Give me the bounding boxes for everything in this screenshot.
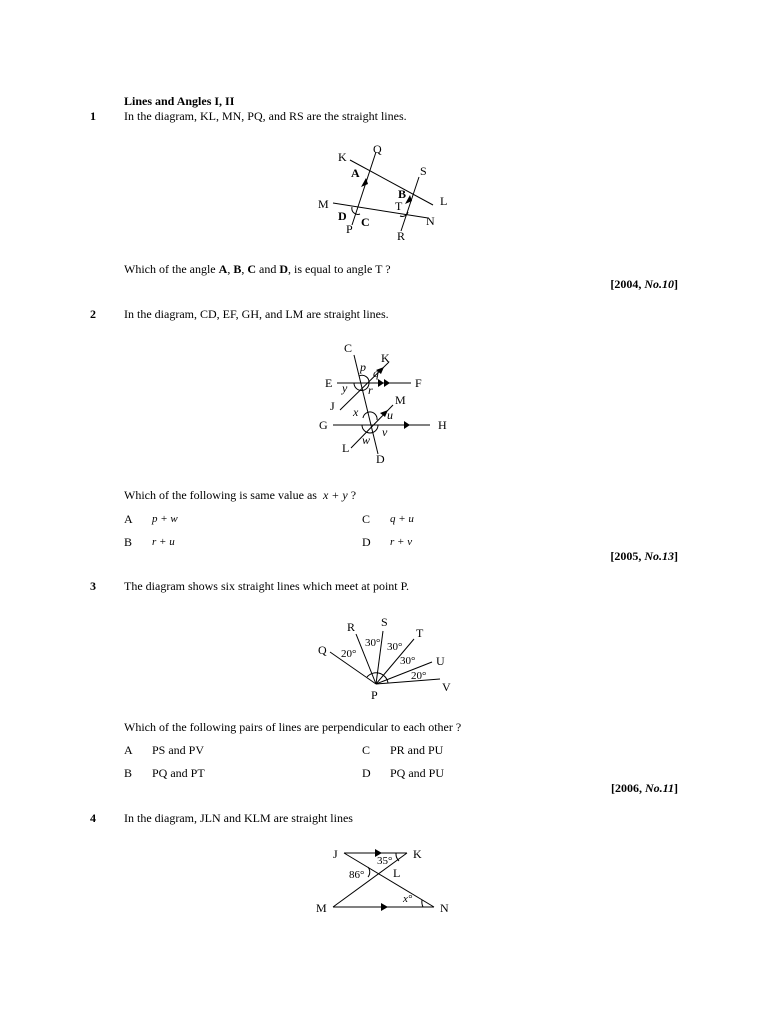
q4-angle-35: 35° (377, 855, 393, 867)
q2-label-l: L (342, 441, 350, 455)
q4-label-l: L (393, 866, 401, 880)
q2-label-v: v (382, 425, 388, 439)
q1-label-q: Q (373, 142, 382, 156)
q1-label-k: K (338, 150, 347, 164)
q2-label-m: M (395, 393, 406, 407)
q3-label-q: Q (318, 643, 327, 657)
question-2-ask: Which of the following is same value as x + y ? (124, 488, 357, 502)
question-1-ask: Which of the angle A, B, C and D, is equal to angle T ? (124, 262, 391, 276)
q2-option-d-text: r + v (390, 536, 413, 548)
q3-option-c-text: PR and PU (390, 743, 444, 757)
q3-angle-upv: 20° (411, 670, 427, 682)
question-4-number: 4 (90, 811, 96, 825)
question-3-reference: [2006, No.11] (610, 781, 678, 795)
q3-label-u: U (436, 654, 445, 668)
q2-label-r: r (368, 383, 373, 397)
q1-label-r: R (397, 229, 406, 243)
page-title: Lines and Angles I, II (124, 94, 235, 108)
question-2-text: In the diagram, CD, EF, GH, and LM are straight lines. (124, 307, 389, 321)
q3-option-b-text: PQ and PT (152, 766, 205, 780)
q2-option-c-text: q + u (390, 513, 414, 525)
question-3-text: The diagram shows six straight lines which meet at point P. (124, 579, 409, 593)
q2-label-p: p (360, 360, 366, 374)
q4-label-m: M (316, 901, 327, 915)
q1-label-s: S (420, 164, 427, 178)
q3-label-t: T (416, 626, 424, 640)
q1-label-a: A (351, 166, 360, 180)
question-1-text: In the diagram, KL, MN, PQ, and RS are the straight lines. (124, 109, 407, 123)
q2-option-b-text: r + u (152, 536, 175, 548)
q2-label-g: G (319, 418, 328, 432)
q2-option-c-letter: C (362, 512, 371, 526)
q1-label-t: T (395, 199, 403, 213)
q2-option-a-letter: A (124, 512, 133, 526)
q3-option-a-text: PS and PV (152, 743, 205, 757)
q3-option-c-letter: C (362, 743, 371, 757)
q2-label-w: w (362, 433, 371, 447)
question-1-reference: [2004, No.10] (610, 277, 678, 291)
q4-angle-x: x° (403, 893, 413, 905)
q2-label-h: H (438, 418, 447, 432)
question-2-number: 2 (90, 307, 96, 321)
q3-option-b-letter: B (124, 766, 133, 780)
q2-label-d: D (376, 452, 385, 466)
q3-option-a-letter: A (124, 743, 133, 757)
q2-label-u: u (387, 408, 393, 422)
q1-label-n: N (426, 214, 435, 228)
q3-angle-spt: 30° (387, 641, 403, 653)
q2-label-k: K (381, 351, 390, 365)
q4-label-n: N (440, 901, 449, 915)
q3-angle-qpr: 20° (341, 648, 357, 660)
q3-angle-rps: 30° (365, 637, 381, 649)
q1-label-d: D (338, 209, 347, 223)
question-1-number: 1 (90, 109, 96, 123)
q2-label-f: F (415, 376, 422, 390)
q2-label-q: q (373, 366, 379, 380)
q4-angle-86: 86° (349, 869, 365, 881)
line-klm (333, 853, 407, 907)
q2-label-e: E (325, 376, 333, 390)
q3-label-r: R (347, 620, 356, 634)
q3-option-d-text: PQ and PU (390, 766, 445, 780)
question-2-reference: [2005, No.13] (610, 549, 678, 563)
q3-label-s: S (381, 615, 388, 629)
q1-label-l: L (440, 194, 448, 208)
q3-option-d-letter: D (362, 766, 371, 780)
q4-label-k: K (413, 847, 422, 861)
question-4-text: In the diagram, JLN and KLM are straight lines (124, 811, 353, 825)
q2-option-a-text: p + w (152, 513, 178, 525)
question-3-ask: Which of the following pairs of lines are perpendicular to each other ? (124, 720, 462, 734)
q1-label-m: M (318, 197, 329, 211)
q3-label-v: V (442, 680, 451, 694)
q2-label-j: J (330, 399, 335, 413)
q2-label-c: C (344, 341, 353, 355)
q4-label-j: J (333, 847, 338, 861)
q2-option-b-letter: B (124, 535, 133, 549)
q1-label-c: C (361, 215, 370, 229)
q2-option-d-letter: D (362, 535, 371, 549)
q3-label-p: P (371, 688, 378, 702)
q3-angle-tpu: 30° (400, 655, 416, 667)
q1-label-p: P (346, 222, 353, 236)
q2-label-x: x (353, 405, 359, 419)
q2-label-y: y (342, 381, 348, 395)
question-3-number: 3 (90, 579, 96, 593)
q1-label-b: B (398, 187, 407, 201)
